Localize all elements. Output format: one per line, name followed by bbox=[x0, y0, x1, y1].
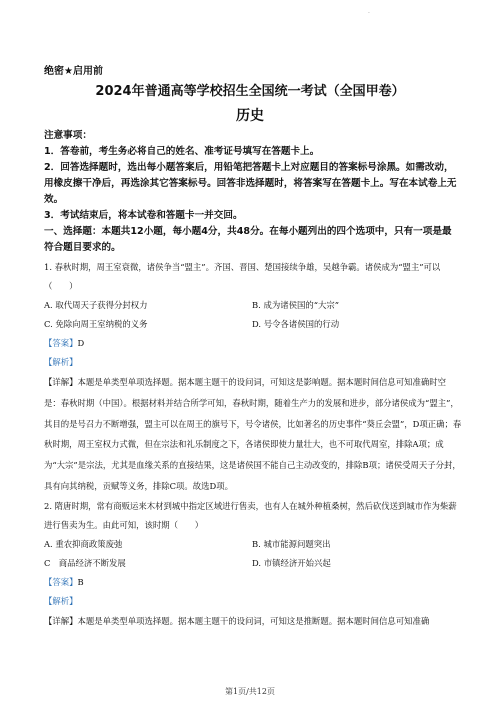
q2-stem: 2. 隋唐时期，常有商贩运来木材到城中指定区域进行售卖，也有人在城外种植桑树，然后砍伐送到城市作为柴薪进行售卖为生。由此可知，该时期（ ） bbox=[44, 500, 457, 530]
q2-options-row-1 bbox=[44, 535, 462, 554]
q2-detail-tag: 【详解】 bbox=[44, 615, 78, 626]
q1-detail bbox=[44, 372, 462, 497]
q2-option-c: C 商品经济不断发展 bbox=[44, 557, 126, 568]
q1-answer bbox=[44, 334, 462, 353]
q1-options-row-1 bbox=[44, 296, 462, 315]
q2-answer bbox=[44, 573, 462, 592]
q2-option-d: D. 市镇经济开始兴起 bbox=[252, 557, 331, 568]
secret-label: 绝密★启用前 bbox=[44, 66, 103, 77]
notes-item-2: 2．回答选择题时，选出每小题答案后，用铅笔把答题卡上对应题目的答案标号涂黑。如需改动，用橡皮擦干净后，再选涂其它答案标号。回答非选择题时，将答案写在答题卡上。写在本试卷上无效。 bbox=[44, 162, 457, 205]
q2-option-b: B. 城市能源问题突出 bbox=[252, 538, 331, 549]
notes-item-1: 1．答卷前，考生务必将自己的姓名、准考证号填写在答题卡上。 bbox=[44, 146, 320, 157]
q2-detail-text: 本题是单类型单项选择题。据本题主题干的设问词，可知这是推断题。据本题时间信息可知准确 bbox=[77, 615, 430, 626]
page-footer: 第1页/共12页 bbox=[225, 687, 275, 696]
q2-option-a: A. 重农抑商政策废弛 bbox=[44, 538, 123, 549]
q2-answer-tag: 【答案】 bbox=[44, 576, 78, 587]
header-mark: · bbox=[368, 10, 370, 17]
q1-answer-value: D bbox=[77, 338, 85, 348]
questions-area bbox=[44, 258, 462, 632]
q2-analysis-tag: 【解析】 bbox=[44, 595, 78, 606]
q1-option-d: D. 号令各诸侯国的行动 bbox=[252, 319, 340, 329]
section-heading: 一、选择题：本题共12小题，每小题4分，共48分。在每小题列出的四个选项中，只有一项是最符合题目要求的。 bbox=[44, 226, 452, 253]
q1-option-b: B. 成为诸侯国的“大宗” bbox=[252, 300, 340, 310]
q1-options-row-2 bbox=[44, 315, 462, 334]
q1-option-a: A. 取代周天子获得分封权力 bbox=[44, 300, 148, 310]
subject-title: 历史 bbox=[236, 108, 264, 124]
exam-notes bbox=[44, 128, 459, 256]
notes-item-3: 3．考试结束后，将本试卷和答题卡一并交回。 bbox=[44, 210, 243, 221]
q1-analysis-tag: 【解析】 bbox=[44, 357, 78, 367]
q2-answer-value: B bbox=[77, 576, 84, 587]
q1-detail-tag: 【详解】 bbox=[44, 377, 78, 387]
q2-detail bbox=[44, 611, 462, 632]
q2-options-row-2 bbox=[44, 554, 462, 573]
q1-detail-text: 本题是单类型单项选择题。据本题主题干的设问词，可知这是影响题。据本题时间信息可知准确时空是：春秋时期（中国）。根据材料并结合所学可知，春秋时期，随着生产力的发展和进步，部分诸侯成为“盟主”，其目的是号召力不断增强，盟主可以在周王的旗号下，号令诸侯，比如著名的历史事件“葵丘会盟”，D项正确；春秋时期，周王室权力式微，但在宗法和礼乐制度之下，各诸侯即使力量壮大，也不可取代周室，排除A项；成为“大宗”是宗法，尤其是血缘关系的直接结果，这是诸侯国不能自己主动改变的，排除B项；诸侯受周天子分封，具有向其纳税，贡赋等义务，排除C项。故选D项。 bbox=[44, 377, 462, 491]
exam-title: 2024年普通高等学校招生全国统一考试（全国甲卷） bbox=[95, 84, 405, 99]
notes-heading: 注意事项： bbox=[44, 130, 92, 141]
q1-stem: 1. 春秋时期，周王室衰微，诸侯争当“盟主”。齐国、晋国、楚国接续争雄，吴越争霸。诸侯成为“盟主”可以（ ） bbox=[44, 262, 441, 291]
q1-option-c: C. 免除向周王室纳税的义务 bbox=[44, 319, 148, 329]
q1-answer-tag: 【答案】 bbox=[44, 338, 78, 348]
